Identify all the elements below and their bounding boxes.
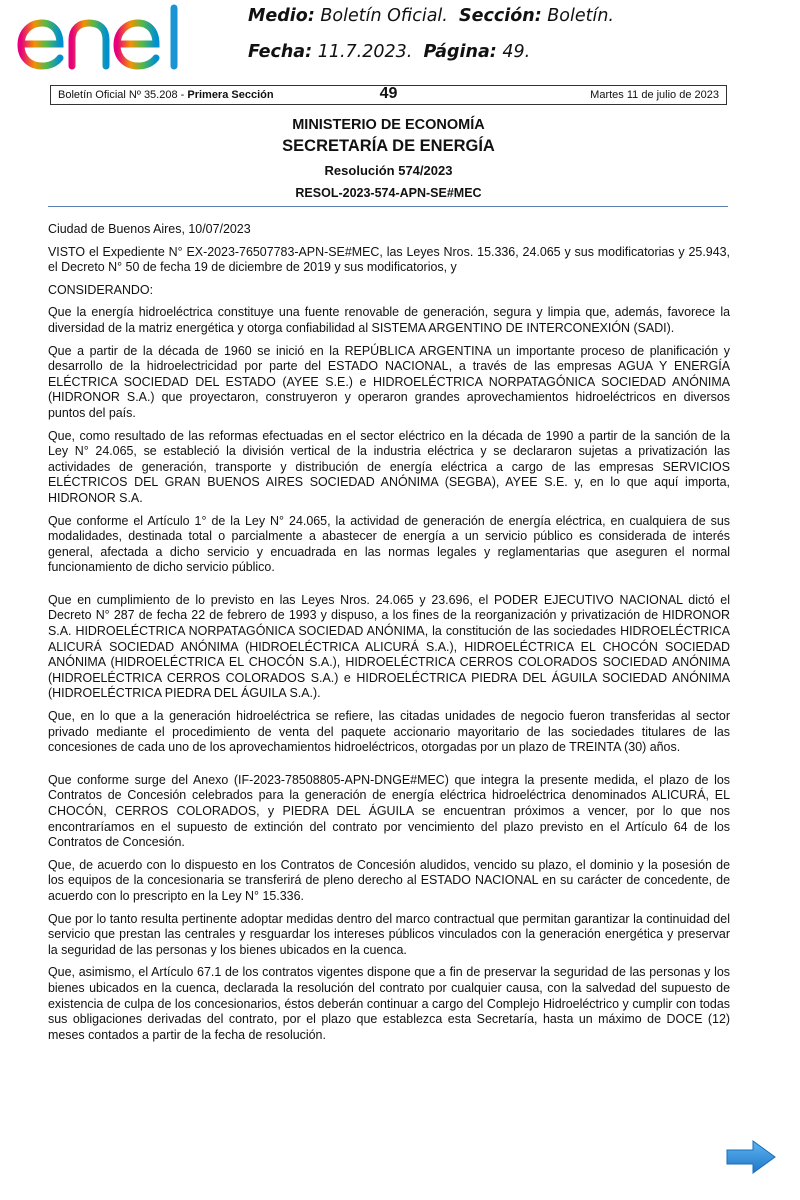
pagina-label: Página:	[423, 42, 497, 62]
bulletin-header-bar	[50, 85, 727, 105]
bulletin-date: Martes 11 de julio de 2023	[590, 89, 719, 101]
paragraph: Que conforme surge del Anexo (IF-2023-78508805-APN-DNGE#MEC) que integra la presente medida, el plazo de los Contratos de Concesión celebrados para la generación de energía eléctrica hidroeléctrica denominados ALICURÁ, EL CHOCÓN, CERROS COLORADOS, y PIEDRA DEL ÁGUILA se encuentran próximos a vencer, por lo que nos encontraríamos en el supuesto de extinción del contrato por vencimiento del plazo previsto en el Artículo 64 de los Contratos de Concesión.	[48, 772, 730, 850]
paragraph: Que, de acuerdo con lo dispuesto en los Contratos de Concesión aludidos, vencido su plazo, el dominio y la posesión de los equipos de la concesionaria se transferirá de pleno derecho al ESTADO NACIONAL en su carácter de concedente, de acuerdo con lo prescripto en la Ley N° 15.336.	[48, 857, 730, 903]
paragraph: Que, en lo que a la generación hidroeléctrica se refiere, las citadas unidades de negocio fueron transferidas al sector privado mediante el procedimiento de venta del paquete accionario mayoritario de las sociedades titulares de las concesiones de cada uno de los aprovechamientos hidroeléctricos, otorgadas por un plazo de TREINTA (30) años.	[48, 709, 730, 755]
resolution-title: Resolución 574/2023	[324, 163, 453, 178]
enel-logo	[14, 4, 186, 72]
bulletin-section: Primera Sección	[187, 89, 274, 101]
fecha-value: 11.7.2023.	[317, 42, 413, 62]
bulletin-page-number: 49	[379, 85, 398, 102]
paragraph: Que a partir de la década de 1960 se inició en la REPÚBLICA ARGENTINA un importante proceso de planificación y desarrollo de la hidroelectricidad por parte del ESTADO NACIONAL, a través de las empresas AGUA Y ENERGÍA ELÉCTRICA SOCIEDAD DEL ESTADO (AYEE S.E.) e HIDROELÉCTRICA NORPATAGÓNICA SOCIEDAD ANÓNIMA (HIDRONOR S.A.) que proyectaron, construyeron y operaron grandes aprovechamientos hidroeléctricos en diversos puntos del país.	[48, 343, 730, 420]
paragraph: Que en cumplimiento de lo previsto en las Leyes Nros. 24.065 y 23.696, el PODER EJECUTIVO NACIONAL dictó el Decreto N° 287 de fecha 22 de febrero de 1993 y dispuso, a los fines de la reorganización y privatización de HIDRONOR S.A. HIDROELÉCTRICA NORPATAGÓNICA SOCIEDAD ANÓNIMA, la constitución de las sociedades HIDROELÉCTRICA ALICURÁ SOCIEDAD ANÓNIMA (HIDROELÉCTRICA ALICURÁ S.A.), HIDROELÉCTRICA EL CHOCÓN SOCIEDAD ANÓNIMA (HIDROELÉCTRICA EL CHOCÓN S.A.), HIDROELÉCTRICA CERROS COLORADOS SOCIEDAD ANÓNIMA (HIDROELÉCTRICA CERROS COLORADOS S.A.) e HIDROELÉCTRICA PIEDRA DEL ÁGUILA SOCIEDAD ANÓNIMA (HIDROELÉCTRICA PIEDRA DEL ÁGUILA S.A.).	[48, 592, 730, 701]
paragraph-date: Ciudad de Buenos Aires, 10/07/2023	[48, 222, 251, 236]
clip-meta-line-2	[248, 42, 530, 62]
seccion-value: Boletín.	[547, 6, 614, 26]
paragraph: Que por lo tanto resulta pertinente adoptar medidas dentro del marco contractual que permitan garantizar la continuidad del servicio que prestan las centrales y resguardar los intereses públicos vinculados con la generación energética y preservar la seguridad de las personas y los bienes ubicados en la cuenca.	[48, 911, 730, 957]
paragraph: Que conforme el Artículo 1° de la Ley N° 24.065, la actividad de generación de energía eléctrica, en cualquiera de sus modalidades, destinada total o parcialmente a abastecer de energía a un servicio público es considerada de interés general, afectada a dicho servicio y encuadrada en las normas legales y reglamentarias que aseguren el normal funcionamiento de dicho servicio público.	[48, 513, 730, 575]
fecha-label: Fecha:	[248, 42, 313, 62]
document-body	[48, 222, 730, 1050]
ministry-title: MINISTERIO DE ECONOMÍA	[292, 117, 485, 133]
paragraph-visto: VISTO el Expediente N° EX-2023-76507783-APN-SE#MEC, las Leyes Nros. 15.336, 24.065 y sus modificatorias y 25.943, el Decreto N° 50 de fecha 19 de diciembre de 2019 y sus modificatorios, y	[48, 244, 730, 275]
paragraph: Que, asimismo, el Artículo 67.1 de los contratos vigentes dispone que a fin de preservar la seguridad de las personas y los bienes ubicados en la cuenca, declarada la resolución del contrato por cualquier causa, con la salvedad del supuesto de existencia de culpa de los concesionarios, éstos deberán continuar a cargo del Complejo Hidroeléctrico y cumplir con todas sus obligaciones derivadas del contrato, por el plazo que establezca esta Secretaría, hasta un máximo de DOCE (12) meses contados a partir de la fecha de resolución.	[48, 965, 730, 1042]
medio-label: Medio:	[248, 6, 315, 26]
secretaria-title: SECRETARÍA DE ENERGÍA	[282, 137, 495, 155]
paragraph: Que, como resultado de las reformas efectuadas en el sector eléctrico en la década de 1990 a partir de la sanción de la Ley N° 24.065, se estableció la división vertical de la industria eléctrica y se declararon sujetas a privatización las actividades de generación, transporte y distribución de energía eléctrica a cargo de las empresas SERVICIOS ELÉCTRICOS DEL GRAN BUENOS AIRES SOCIEDAD ANÓNIMA (SEGBA), AYEE S.E. y, en lo que aquí importa, HIDRONOR S.A.	[48, 428, 730, 505]
title-divider	[48, 206, 728, 207]
seccion-label: Sección:	[459, 6, 542, 26]
resolution-code: RESOL-2023-574-APN-SE#MEC	[295, 186, 482, 200]
medio-value: Boletín Oficial.	[320, 6, 448, 26]
pagina-value: 49.	[502, 42, 531, 62]
clip-meta-line-1	[248, 6, 614, 26]
paragraph-considerando: CONSIDERANDO:	[48, 282, 154, 297]
bulletin-issue-number: Boletín Oficial Nº 35.208 -	[58, 89, 188, 101]
paragraph: Que la energía hidroeléctrica constituye una fuente renovable de generación, segura y limpia que, además, favorece la diversidad de la matriz energética y otorga confiabilidad al SISTEMA ARGENTINO DE INTERCONEXIÓN (SADI).	[48, 305, 730, 335]
arrow-right-icon[interactable]	[725, 1138, 777, 1176]
